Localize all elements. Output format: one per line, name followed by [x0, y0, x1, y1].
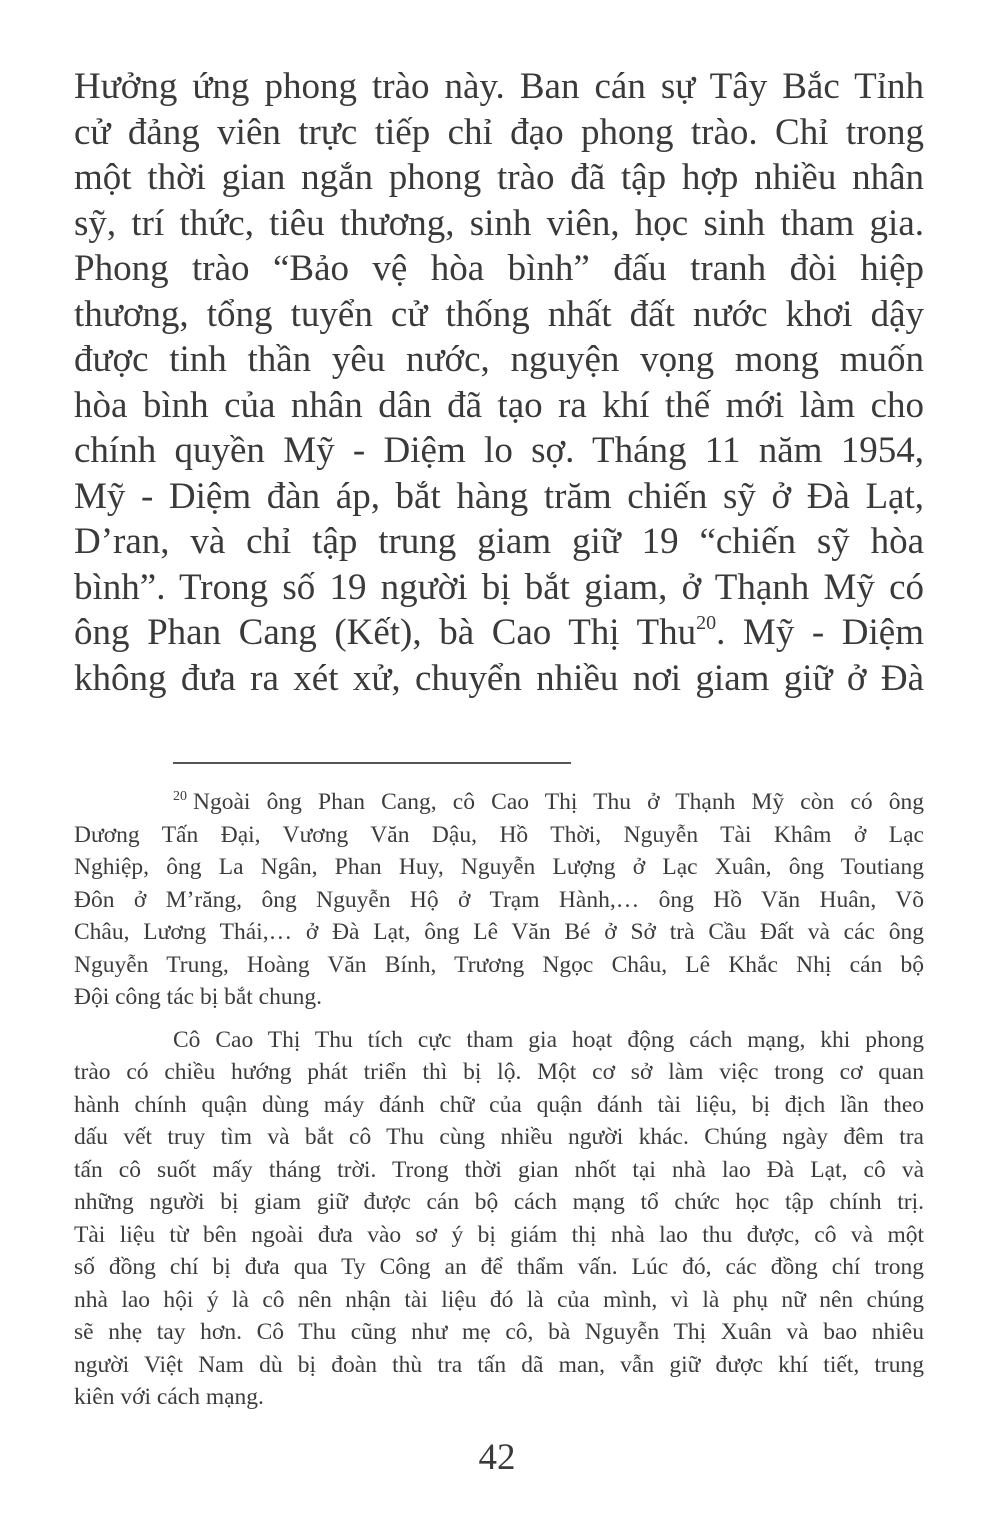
- footnote-line: những người bị giam giữ được cán bộ cách mạng tổ chức học tập chính trị.: [74, 1189, 924, 1215]
- body-line: chính quyền Mỹ - Diệm lo sợ. Tháng 11 năm 1954,: [74, 430, 924, 471]
- body-line-with-footnote-ref: [74, 610, 924, 656]
- footnote-line: Đôn ở M’răng, ông Nguyễn Hộ ở Trạm Hành,… ông Hồ Văn Huân, Võ: [74, 886, 924, 913]
- footnote-line: hành chính quận dùng máy đánh chữ của quận đánh tài liệu, bị địch lần theo: [74, 1091, 924, 1118]
- footnote-paragraph-start: Cô Cao Thị Thu tích cực tham gia hoạt động cách mạng, khi phong: [173, 1026, 924, 1053]
- body-line: sỹ, trí thức, tiêu thương, sinh viên, học sinh tham gia.: [74, 202, 924, 244]
- body-line: một thời gian ngắn phong trào đã tập hợp nhiều nhân: [74, 157, 924, 198]
- footnote-line: người Việt Nam dù bị đoàn thù tra tấn dã man, vẫn giữ được khí tiết, trung: [74, 1351, 924, 1378]
- footnote-line: Đội công tác bị bắt chung.: [74, 984, 322, 1010]
- body-line: được tinh thần yêu nước, nguyện vọng mong muốn: [74, 339, 924, 380]
- body-line: không đưa ra xét xử, chuyển nhiều nơi giam giữ ở Đà: [74, 657, 924, 699]
- footnote-line: Tài liệu từ bên ngoài đưa vào sơ ý bị giám thị nhà lao thu được, cô và một: [74, 1221, 924, 1248]
- footnote-line: dấu vết truy tìm và bắt cô Thu cùng nhiều người khác. Chúng ngày đêm tra: [74, 1124, 924, 1150]
- body-line: bình”. Trong số 19 người bị bắt giam, ở Thạnh Mỹ có: [74, 566, 924, 608]
- footnote-line: Nghiệp, ông La Ngân, Phan Huy, Nguyễn Lượng ở Lạc Xuân, ông Toutiang: [74, 854, 924, 880]
- footnote-number: 20: [173, 789, 187, 804]
- footnote-reference[interactable]: 20: [696, 612, 717, 634]
- body-line: Hưởng ứng phong trào này. Ban cán sự Tây Bắc Tỉnh: [74, 66, 924, 107]
- body-line: Phong trào “Bảo vệ hòa bình” đấu tranh đòi hiệp: [74, 248, 924, 289]
- footnote-text: Ngoài ông Phan Cang, cô Cao Thị Thu ở Thạnh Mỹ còn có ông: [193, 789, 924, 815]
- footnote-line: số đồng chí bị đưa qua Ty Công an để thẩm vấn. Lúc đó, các đồng chí trong: [74, 1254, 924, 1280]
- footnote-line: Dương Tấn Đại, Vương Văn Dậu, Hồ Thời, Nguyễn Tài Khâm ở Lạc: [74, 821, 924, 848]
- footnote-first-line: [74, 786, 924, 819]
- body-text-segment: . Mỹ - Diệm: [716, 612, 924, 653]
- footnote-line: tấn cô suốt mấy tháng trời. Trong thời gian nhốt tại nhà lao Đà Lạt, cô và: [74, 1156, 924, 1183]
- body-text: [74, 64, 924, 701]
- footnote-line: sẽ nhẹ tay hơn. Cô Thu cũng như mẹ cô, bà Nguyễn Thị Xuân và bao nhiêu: [74, 1319, 924, 1345]
- footnote-line: nhà lao hội ý là cô nên nhận tài liệu đó là của mình, vì là phụ nữ nên chúng: [74, 1286, 924, 1313]
- footnote-block: [74, 786, 924, 1414]
- body-line: thương, tổng tuyển cử thống nhất đất nước khơi dậy: [74, 293, 924, 335]
- footnote-line: Châu, Lương Thái,… ở Đà Lạt, ông Lê Văn Bé ở Sở trà Cầu Đất và các ông: [74, 919, 924, 945]
- body-line: hòa bình của nhân dân đã tạo ra khí thế mới làm cho: [74, 384, 924, 426]
- footnote-separator: [173, 762, 571, 764]
- footnote-line: kiên với cách mạng.: [74, 1384, 264, 1410]
- body-line: D’ran, và chỉ tập trung giam giữ 19 “chiến sỹ hòa: [74, 521, 924, 562]
- body-text-segment: ông Phan Cang (Kết), bà Cao Thị Thu: [74, 612, 697, 653]
- page-number: 42: [478, 1437, 516, 1478]
- body-line: cử đảng viên trực tiếp chỉ đạo phong trào. Chỉ trong: [74, 111, 924, 153]
- footnote-line: Nguyễn Trung, Hoàng Văn Bính, Trương Ngọc Châu, Lê Khắc Nhị cán bộ: [74, 951, 924, 978]
- footnote-line: trào có chiều hướng phát triển thì bị lộ. Một cơ sở làm việc trong cơ quan: [74, 1059, 924, 1085]
- body-line: Mỹ - Diệm đàn áp, bắt hàng trăm chiến sỹ ở Đà Lạt,: [74, 475, 924, 517]
